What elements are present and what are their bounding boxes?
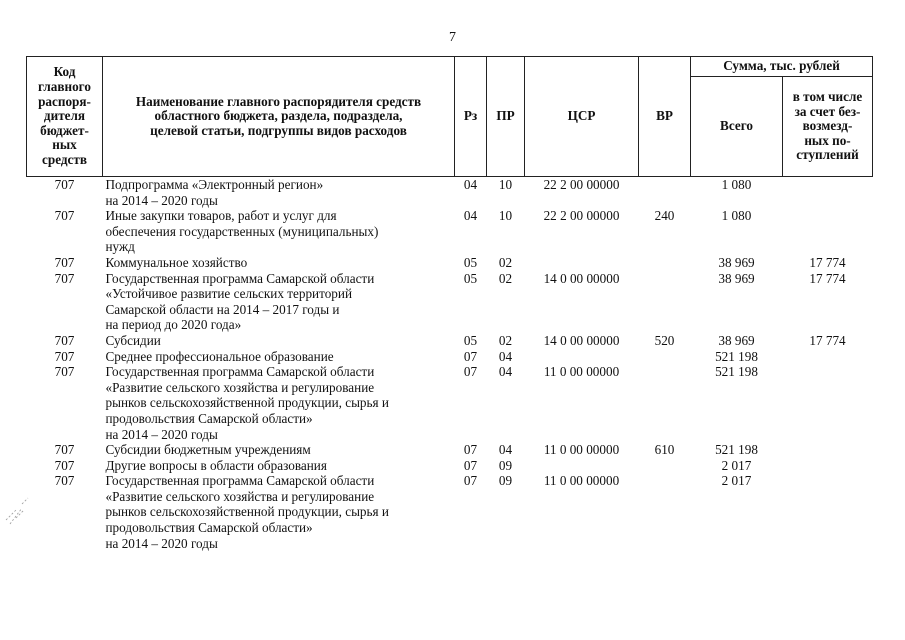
- header-sum: Сумма, тыс. рублей: [691, 57, 873, 77]
- cell-rz: 07: [463, 473, 478, 489]
- cell-vr: [639, 458, 691, 474]
- table-header: [27, 57, 873, 177]
- cell-grants: [783, 349, 873, 365]
- table-row: [27, 333, 873, 349]
- cell-pr: 02: [498, 332, 513, 348]
- header-line: бюджет-: [40, 122, 89, 138]
- header-line: ступлений: [796, 147, 859, 163]
- table-row: [27, 271, 873, 333]
- header-code: [27, 57, 103, 177]
- name-line: Субсидии: [105, 332, 161, 348]
- cell-code: 707: [54, 270, 75, 286]
- cell-name: [103, 364, 455, 442]
- header-line: областного бюджета, раздела, подраздела,: [154, 108, 403, 124]
- header-name: [103, 57, 455, 177]
- header-total: Всего: [691, 77, 783, 177]
- cell-pr: 02: [498, 270, 513, 286]
- name-line: на 2014 – 2020 годы: [105, 535, 218, 551]
- cell-vr: [639, 473, 691, 551]
- header-line: ных по-: [804, 132, 851, 148]
- name-line: «Развитие сельского хозяйства и регулирование: [105, 379, 375, 395]
- name-line: обеспечения государственных (муниципальных): [105, 223, 379, 239]
- header-line: дителя: [43, 108, 86, 124]
- scan-mark-icon: [2, 488, 42, 528]
- header-vr: ВР: [639, 57, 691, 177]
- cell-name: [103, 442, 455, 458]
- cell-pr: 04: [498, 364, 513, 380]
- cell-grants: [783, 442, 873, 458]
- header-line: ных: [52, 137, 77, 153]
- name-line: Другие вопросы в области образования: [105, 457, 327, 473]
- name-line: Среднее профессиональное образование: [105, 348, 334, 364]
- cell-code: 707: [54, 364, 75, 380]
- name-line: Коммунальное хозяйство: [105, 254, 248, 270]
- name-line: рынков сельскохозяйственной продукции, сырья и: [105, 395, 389, 411]
- cell-csr: [525, 458, 639, 474]
- name-line: Самарской области на 2014 – 2017 годы и: [105, 301, 340, 317]
- cell-grants: [783, 177, 873, 209]
- cell-total: 38 969: [718, 254, 755, 270]
- cell-pr: 09: [498, 457, 513, 473]
- cell-total: 1 080: [721, 177, 752, 192]
- cell-total: 38 969: [718, 332, 755, 348]
- header-line: распоря-: [38, 93, 91, 109]
- cell-name: [103, 255, 455, 271]
- cell-rz: 05: [463, 254, 478, 270]
- header-line: за счет без-: [794, 103, 861, 119]
- table-row: [27, 473, 873, 551]
- cell-csr: 11 0 00 00000: [543, 442, 620, 458]
- cell-code: 707: [54, 457, 75, 473]
- name-line: «Устойчивое развитие сельских территорий: [105, 286, 353, 302]
- cell-rz: 04: [463, 208, 478, 224]
- cell-rz: 05: [463, 332, 478, 348]
- name-line: Субсидии бюджетным учреждениям: [105, 442, 311, 458]
- cell-name: [103, 208, 455, 255]
- cell-total: 2 017: [721, 457, 752, 473]
- header-grants: [783, 77, 873, 177]
- table-row: [27, 442, 873, 458]
- cell-vr: 610: [654, 442, 675, 458]
- cell-code: 707: [54, 254, 75, 270]
- header-line: Код: [53, 64, 76, 80]
- cell-pr: 02: [498, 254, 513, 270]
- header-csr: ЦСР: [525, 57, 639, 177]
- cell-name: [103, 458, 455, 474]
- cell-vr: [639, 271, 691, 333]
- cell-code: 707: [54, 473, 75, 489]
- cell-csr: 14 0 00 00000: [543, 270, 620, 286]
- cell-vr: 520: [654, 332, 675, 348]
- cell-name: [103, 473, 455, 551]
- header-line: средств: [42, 151, 87, 167]
- name-line: Государственная программа Самарской области: [105, 364, 375, 380]
- table-row: [27, 255, 873, 271]
- cell-rz: 07: [463, 364, 478, 380]
- header-line: главного: [38, 79, 91, 95]
- cell-code: 707: [54, 177, 75, 192]
- header-line: целевой статьи, подгруппы видов расходов: [150, 122, 407, 138]
- cell-grants: [783, 458, 873, 474]
- cell-code: 707: [54, 208, 75, 224]
- table-row: [27, 364, 873, 442]
- cell-code: 707: [54, 332, 75, 348]
- name-line: на 2014 – 2020 годы: [105, 426, 218, 442]
- budget-table: [26, 56, 873, 551]
- cell-pr: 10: [498, 177, 513, 192]
- name-line: продовольствия Самарской области»: [105, 520, 313, 536]
- cell-vr: [639, 364, 691, 442]
- header-line: возмезд-: [802, 118, 853, 134]
- cell-code: 707: [54, 442, 75, 458]
- name-line: нужд: [105, 239, 135, 255]
- table-row: [27, 458, 873, 474]
- cell-csr: 11 0 00 00000: [543, 473, 620, 489]
- name-line: Подпрограмма «Электронный регион»: [105, 177, 324, 192]
- name-line: продовольствия Самарской области»: [105, 410, 313, 426]
- cell-code: 707: [54, 348, 75, 364]
- cell-pr: 04: [498, 348, 513, 364]
- cell-rz: 07: [463, 457, 478, 473]
- cell-csr: 14 0 00 00000: [543, 332, 620, 348]
- cell-grants: 17 774: [809, 270, 846, 286]
- cell-name: [103, 271, 455, 333]
- cell-pr: 04: [498, 442, 513, 458]
- header-line: Наименование главного распорядителя средств: [135, 93, 422, 109]
- cell-rz: 04: [463, 177, 478, 192]
- cell-rz: 07: [463, 348, 478, 364]
- cell-csr: 22 2 00 00000: [543, 208, 620, 224]
- cell-name: [103, 333, 455, 349]
- cell-vr: [639, 349, 691, 365]
- cell-grants: [783, 208, 873, 255]
- name-line: Иные закупки товаров, работ и услуг для: [105, 208, 337, 224]
- cell-total: 1 080: [721, 208, 752, 224]
- scan-mark: [2, 488, 42, 528]
- cell-rz: 07: [463, 442, 478, 458]
- cell-vr: 240: [654, 208, 675, 224]
- page-number: 7: [449, 30, 456, 45]
- cell-vr: [639, 255, 691, 271]
- name-line: «Развитие сельского хозяйства и регулирование: [105, 488, 375, 504]
- cell-csr: 22 2 00 00000: [543, 177, 620, 192]
- cell-name: [103, 177, 455, 209]
- cell-csr: 11 0 00 00000: [543, 364, 620, 380]
- cell-pr: 09: [498, 473, 513, 489]
- name-line: Государственная программа Самарской области: [105, 270, 375, 286]
- cell-name: [103, 349, 455, 365]
- cell-pr: 10: [498, 208, 513, 224]
- table-row: [27, 349, 873, 365]
- cell-total: 521 198: [715, 442, 758, 458]
- cell-total: 521 198: [715, 364, 758, 380]
- cell-grants: 17 774: [809, 254, 846, 270]
- table-body: [27, 177, 873, 552]
- cell-grants: [783, 473, 873, 551]
- header-line: в том числе: [792, 89, 863, 105]
- header-pr: ПР: [487, 57, 525, 177]
- name-line: рынков сельскохозяйственной продукции, сырья и: [105, 504, 389, 520]
- cell-rz: 05: [463, 270, 478, 286]
- header-rz: Рз: [455, 57, 487, 177]
- cell-csr: [525, 349, 639, 365]
- name-line: на 2014 – 2020 годы: [105, 192, 218, 208]
- cell-vr: [639, 177, 691, 209]
- cell-csr: [525, 255, 639, 271]
- table-row: [27, 208, 873, 255]
- cell-total: 2 017: [721, 473, 752, 489]
- table-row: [27, 177, 873, 209]
- cell-total: 38 969: [718, 270, 755, 286]
- cell-grants: 17 774: [809, 332, 846, 348]
- name-line: Государственная программа Самарской области: [105, 473, 375, 489]
- cell-total: 521 198: [715, 348, 758, 364]
- name-line: на период до 2020 года»: [105, 317, 242, 333]
- cell-grants: [783, 364, 873, 442]
